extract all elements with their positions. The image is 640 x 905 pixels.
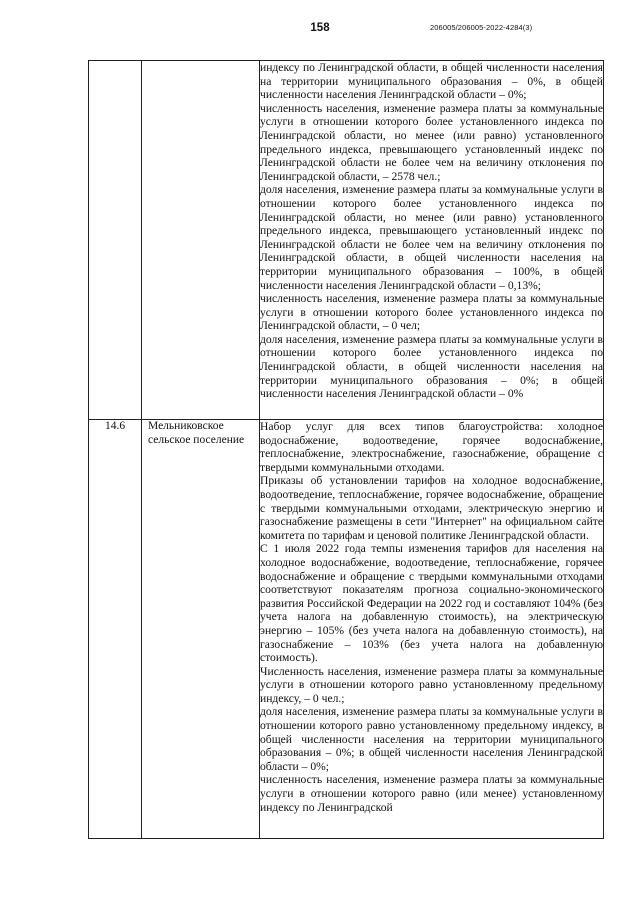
paragraph: численность населения, изменение размера платы за коммунальные услуги в отношении которого равно (или менее) установленному индексу по Ленинградской (260, 773, 603, 814)
municipality-cell (142, 61, 260, 420)
description-cell (260, 420, 604, 839)
paragraph: доля населения, изменение размера платы за коммунальные услуги в отношении которого равно установленному предельному индексу, в общей численности населения на территории муниципального образования – 0%; в общей численности населения Ленинградской области – 0%; (260, 705, 603, 773)
description-cell (260, 61, 604, 420)
paragraph: доля населения, изменение размера платы за коммунальные услуги в отношении которого более установленного индекса по Ленинградской области, но менее (или равно) установленного предельного индекса, превышающего установленный индекс по Ленинградской области не более чем на величину отклонения по Ленинградской области, в общей численности населения на территории муниципального образования – 100%, в общей численности населения Ленинградской области – 0,13%; (260, 183, 603, 292)
municipality-cell: Мельниковское сельское поселение (142, 420, 260, 839)
paragraph: доля населения, изменение размера платы за коммунальные услуги в отношении которого более установленного индекса по Ленинградской области, в общей численности населения на территории муниципального образования – 0%; в общей численности населения Ленинградской области – 0% (260, 332, 603, 401)
document-id: 206005/206005-2022-4284(3) (430, 23, 533, 32)
paragraph: численность населения, изменение размера платы за коммунальные услуги в отношении которого более установленного индекса по Ленинградской области, но менее (или равно) установленного предельного индекса, превышающего установленный индекс по Ленинградской области не более чем на величину отклонения по Ленинградской области, – 2578 чел.; (260, 101, 603, 183)
paragraph: С 1 июля 2022 года темпы изменения тарифов для населения на холодное водоснабжение, водоотведение, теплоснабжение, горячее водоснабжение и обращение с твердыми коммунальными отходами соответствуют показателям прогноза социально-экономического развития Российской Федерации на 2022 год и составляют 104% (без учета налога на добавленную стоимость), на электрическую энергию – 105% (без учета налога на добавленную стоимость), на газоснабжение – 103% (без учета налога на добавленную стоимость). (260, 542, 603, 665)
paragraph: индексу по Ленинградской области, в общей численности населения на территории муниципального образования – 0%, в общей численности населения Ленинградской области – 0%; (260, 61, 603, 102)
paragraph: Приказы об установлении тарифов на холодное водоснабжение, водоотведение, теплоснабжение, горячее водоснабжение, обращение с твердыми коммунальными отходами, электрическую энергию и газоснабжение размещены в сети "Интернет" на официальном сайте комитета по тарифам и ценовой политике Ленинградской области. (260, 474, 603, 542)
row-number-cell (89, 61, 142, 420)
table-row (89, 61, 604, 420)
row-number-cell: 14.6 (89, 420, 142, 839)
paragraph: Набор услуг для всех типов благоустройства: холодное водоснабжение, водоотведение, горячее водоснабжение, теплоснабжение, электроснабжение, газоснабжение, обращение с твердыми коммунальными отходами. (260, 420, 603, 474)
table-row (89, 420, 604, 839)
tariff-table (88, 60, 604, 839)
paragraph: численность населения, изменение размера платы за коммунальные услуги в отношении которого более установленного индекса по Ленинградской области, – 0 чел; (260, 292, 603, 333)
paragraph: Численность населения, изменение размера платы за коммунальные услуги в отношении которого равно установленному предельному индексу, – 0 чел.; (260, 664, 603, 705)
page-number: 158 (310, 22, 330, 34)
